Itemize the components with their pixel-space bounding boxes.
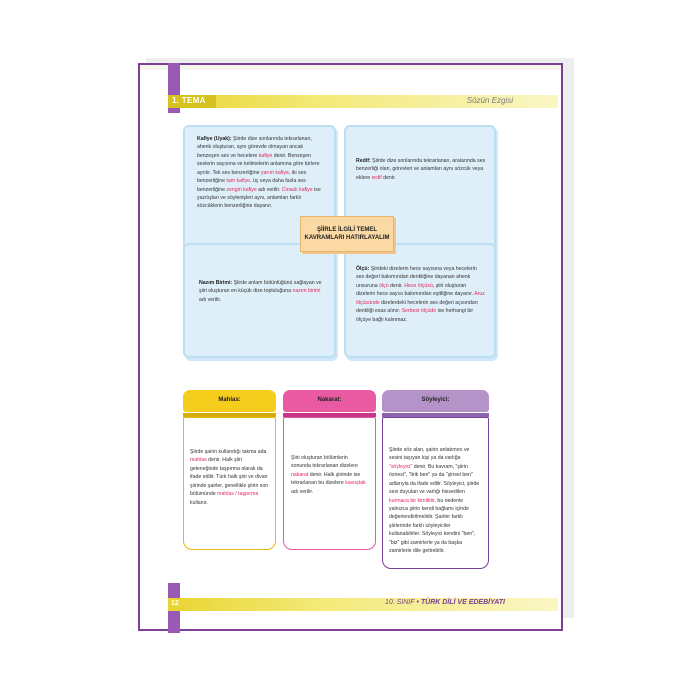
olcu-text: Şiirdeki dizelerin hece sayısına veya hecelerin ses değeri bakımından denkliğine dayanan ahenk unsuruna <box>356 266 477 289</box>
kafiye-term: Kafiye (Uyak): <box>197 136 232 142</box>
soyleyici-text: , bu nedenle yalnızca şiirin kendi bağlamı içinde değerlendirilmelidir. Şairler farklı şiirlerinde farklı söyleyiciler kullanabilirler. Söyleyici kendini "ben", "biz" gibi zamirlerle ya da başka zamirlerle dile getirebilir. <box>389 497 476 555</box>
mahlas-title: Mahlas: <box>218 397 241 403</box>
page-number: 12 <box>171 600 179 607</box>
nakarat-text: Şiiri oluşturan bölümlerin sonunda tekrarlanan dizelere <box>291 455 358 470</box>
soyleyici-title: Söyleyici: <box>421 397 450 403</box>
soyleyici-card-body <box>382 417 489 569</box>
kafiye-highlight: tam kafiye <box>226 178 251 185</box>
nazim-term: Nazım Birimi: <box>199 280 233 286</box>
kafiye-text: ise yazılışları ve söylenişleri aynı, anlamları farklı sözcüklerin benzerliğine dayanır. <box>197 186 321 210</box>
kafiye-text: , üç veya daha fazla ses benzerliğine <box>197 178 306 193</box>
footer-grade: 10. SINIF <box>384 599 415 606</box>
soyleyici-card-header <box>382 390 489 412</box>
footer-bullet: • <box>414 599 421 606</box>
mahlas-text: denir. Halk şiiri geleneğinde taşpırma olarak da ifade edilir. Türk halk şiiri ve divan şiirinde şairler, genellikle şiirin son bölümünde <box>190 457 269 498</box>
mahlas-card-body <box>183 417 276 550</box>
nazim-text: adı verilir. <box>199 296 222 303</box>
olcu-text: denir. <box>388 282 405 289</box>
nakarat-text: denir. Halk şiirinde ise tekrarlanan bu dizelere <box>291 471 361 487</box>
mahlas-highlight: mahlas <box>190 457 207 464</box>
olcu-term: Ölçü: <box>356 266 370 272</box>
redif-text: Şiirde dize sonlarında tekrarlanan, aralarında ses benzerliği olan, görevleri ve anlamları aynı sözcük veya eklere <box>356 158 486 181</box>
mahlas-text: kullanır. <box>190 499 208 506</box>
mahlas-text: Şiirde şairin kullandığı takma ada <box>190 449 267 455</box>
mahlas-highlight: mahlas / taşpırma <box>217 491 259 498</box>
soyleyici-text: denir. Bu kavram, "şiirin öznesi", "lirik ben" ya da "şiirsel ben" adlarıyla da ifade edilir. Söyleyici, şiirde sesi duyulan ve varlığı hissedilen <box>389 463 480 496</box>
olcu-text: ise herhangi bir ölçüye bağlı kalınmaz. <box>356 308 474 323</box>
kafiye-text: adı verilir. <box>256 186 282 193</box>
textbook-page <box>138 63 563 631</box>
olcu-highlight: Aruz ölçüsünde <box>356 291 485 306</box>
nakarat-text: adı verilir. <box>291 488 314 495</box>
redif-highlight: redif <box>371 174 382 181</box>
nakarat-highlight: kavuştak <box>345 480 366 487</box>
center-label-line: KAVRAMLARI HATIRLAYALIM <box>304 235 390 241</box>
olcu-highlight: ölçü <box>379 282 389 289</box>
soyleyici-highlight: "söyleyici" <box>389 463 413 470</box>
footer-book-title <box>385 599 505 606</box>
nakarat-title: Nakarat: <box>317 397 342 403</box>
soyleyici-text: Şiirde söz alan, şairin anlatımını ve sesini taşıyan kişi ya da varlığa <box>389 447 470 462</box>
nazim-birimi-box <box>183 243 336 358</box>
olcu-highlight: Hece ölçüsü <box>404 282 433 289</box>
olcu-highlight: Serbest ölçüde <box>401 308 437 315</box>
concept-map-center-label <box>300 216 394 252</box>
olcu-box <box>344 243 496 358</box>
footer-subject: TÜRK DİLİ VE EDEBİYATI <box>420 599 505 606</box>
soyleyici-highlight: kurmaca bir kimliktir <box>389 497 435 504</box>
kafiye-text: , iki ses benzerliğine <box>197 169 307 185</box>
redif-term: Redif: <box>356 158 371 164</box>
nakarat-card-body <box>283 417 376 550</box>
kafiye-highlight: zengin kafiye <box>226 186 257 193</box>
olcu-text: dizelerdeki hecelerin ses değeri açısından denkliği esas alınır. <box>356 299 478 315</box>
kafiye-highlight: Cinaslı kafiye <box>281 186 313 193</box>
center-label-line: ŞİİRLE İLGİLİ TEMEL <box>317 226 377 233</box>
nazim-text: Şiirde anlam bütünlüğünü sağlayan ve şiiri oluşturan en küçük dize topluluğuna <box>199 280 322 295</box>
olcu-text: , şiiri oluşturan dizelerin hece sayısı bakımından eşitliğine dayanır. <box>356 282 475 298</box>
tema-label: 1. TEMA <box>172 96 206 105</box>
nazim-highlight: nazım birimi <box>292 288 321 295</box>
kafiye-text: Şiirde dize sonlarında tekrarlanan, ahenk oluşturan, aynı görevde olmayan ancak benzeşen ses ve hecelere <box>197 136 312 159</box>
top-stripe <box>140 65 561 70</box>
redif-text: denir. <box>381 174 396 181</box>
mahlas-card-header <box>183 390 276 412</box>
nakarat-highlight: nakarat <box>291 471 309 478</box>
kafiye-highlight: yarım kafiye <box>260 169 289 176</box>
section-label: Sözün Ezgisi <box>466 96 513 105</box>
kafiye-highlight: kafiye <box>258 152 273 159</box>
nakarat-card-header <box>283 390 376 412</box>
kafiye-text: denir. Benzeşen seslerin sayısına ve kelimelerin anlamına göre türlere ayrılır. Tek ses benzerliğine <box>197 152 320 176</box>
